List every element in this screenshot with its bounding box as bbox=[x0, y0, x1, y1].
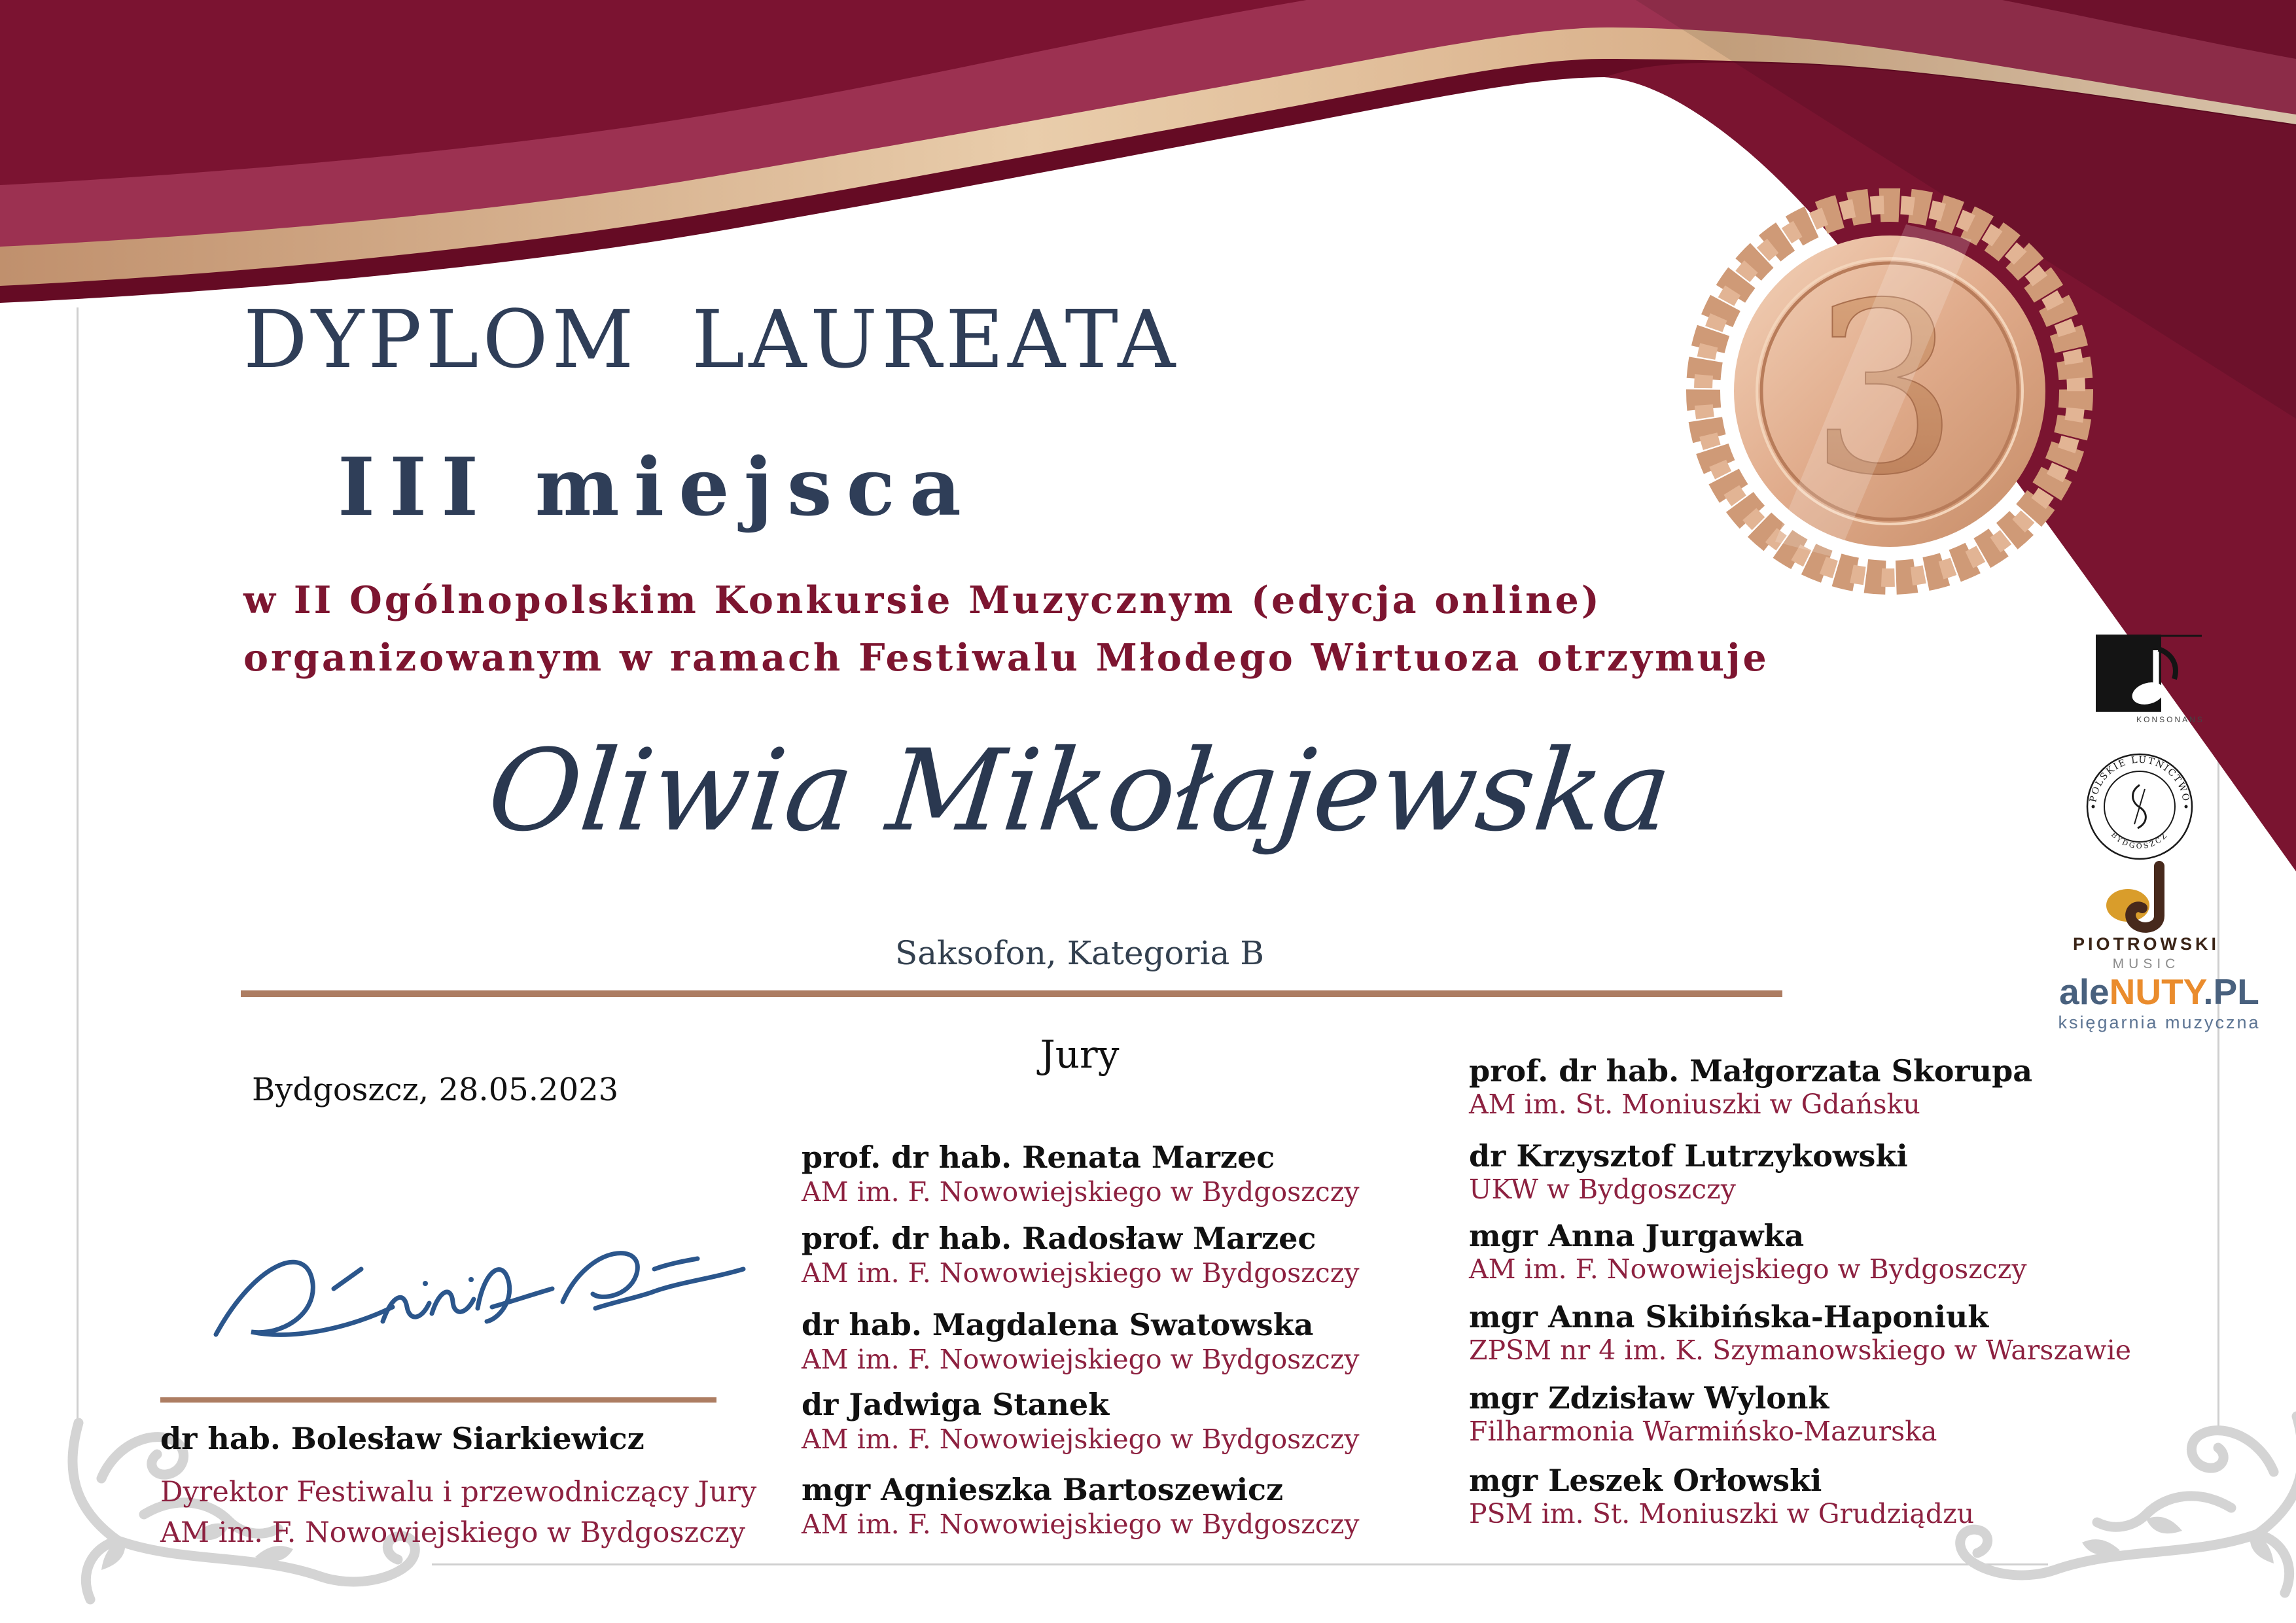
jury-right-name-1: dr Krzysztof Lutrzykowski bbox=[1469, 1138, 1908, 1174]
jury-right-name-3: mgr Anna Skibińska-Haponiuk bbox=[1469, 1299, 1989, 1335]
piotrowski-name: PIOTROWSKI bbox=[2073, 934, 2219, 954]
medal-number: 3 bbox=[1809, 253, 1960, 527]
competition-line-2: organizowanym w ramach Festiwalu Młodego Wirtuoza otrzymuje bbox=[243, 636, 1769, 680]
alenuty-part3: .PL bbox=[2203, 971, 2259, 1012]
alenuty-part2: NUTY bbox=[2109, 971, 2204, 1012]
category-label: Saksofon, Kategoria B bbox=[894, 934, 1264, 972]
jury-left-name-3: dr Jadwiga Stanek bbox=[802, 1387, 1110, 1422]
main-divider-line bbox=[241, 990, 1782, 997]
konsonans-label: KONSONANS bbox=[2136, 715, 2204, 724]
jury-left-affil-2: AM im. F. Nowowiejskiego w Bydgoszczy bbox=[802, 1344, 1360, 1375]
piotrowski-sax-icon bbox=[2094, 858, 2199, 934]
jury-left-affil-1: AM im. F. Nowowiejskiego w Bydgoszczy bbox=[802, 1257, 1360, 1289]
alenuty-part1: ale bbox=[2059, 971, 2110, 1012]
jury-left-name-4: mgr Agnieszka Bartoszewicz bbox=[802, 1472, 1284, 1507]
jury-right-affil-5: PSM im. St. Moniuszki w Grudziądzu bbox=[1469, 1498, 1975, 1529]
alenuty-subtitle: księgarnia muzyczna bbox=[2058, 1013, 2261, 1032]
jury-left-name-1: prof. dr hab. Radosław Marzec bbox=[802, 1221, 1316, 1256]
signature-handwriting bbox=[196, 1223, 772, 1380]
jury-heading: Jury bbox=[1040, 1032, 1120, 1077]
lutnictwo-seal-icon bbox=[2084, 751, 2195, 862]
lutnictwo-bottom-text: BYDGOSZCZ bbox=[2109, 830, 2170, 851]
konsonans-logo-icon bbox=[2091, 629, 2208, 731]
jury-right-affil-1: UKW w Bydgoszczy bbox=[1469, 1174, 1736, 1205]
competition-line-1: w II Ogólnopolskim Konkursie Muzycznym (edycja online) bbox=[243, 578, 1602, 622]
jury-right-affil-0: AM im. St. Moniuszki w Gdańsku bbox=[1469, 1089, 1920, 1120]
svg-text:BYDGOSZCZ bbox=[2110, 830, 2170, 850]
bronze-medal-icon bbox=[1674, 188, 2106, 620]
place-date: Bydgoszcz, 28.05.2023 bbox=[252, 1072, 619, 1108]
lutnictwo-top-text: POLSKIE LUTNICTWO bbox=[2088, 754, 2191, 803]
jury-right-affil-4: Filharmonia Warmińsko-Mazurska bbox=[1469, 1416, 1937, 1447]
flourish-bottom-right-icon bbox=[1930, 1410, 2296, 1606]
jury-right-affil-2: AM im. F. Nowowiejskiego w Bydgoszczy bbox=[1469, 1253, 2027, 1285]
certificate-place: III miejsca bbox=[338, 440, 976, 534]
certificate-title: DYPLOM LAUREATA bbox=[243, 293, 1180, 386]
recipient-name: Oliwia Mikołajewska bbox=[482, 725, 1678, 856]
piotrowski-sub: MUSIC bbox=[2112, 956, 2180, 971]
jury-left-name-2: dr hab. Magdalena Swatowska bbox=[802, 1307, 1314, 1342]
jury-left-affil-4: AM im. F. Nowowiejskiego w Bydgoszczy bbox=[802, 1509, 1360, 1540]
jury-right-name-0: prof. dr hab. Małgorzata Skorupa bbox=[1469, 1053, 2033, 1089]
bottom-border-line bbox=[432, 1563, 2048, 1565]
jury-right-affil-3: ZPSM nr 4 im. K. Szymanowskiego w Warszawie bbox=[1469, 1335, 2131, 1366]
signatory-name: dr hab. Bolesław Siarkiewicz bbox=[160, 1421, 645, 1456]
jury-right-name-4: mgr Zdzisław Wylonk bbox=[1469, 1380, 1829, 1416]
jury-left-name-0: prof. dr hab. Renata Marzec bbox=[802, 1140, 1275, 1175]
svg-text:POLSKIE LUTNICTWO bbox=[2088, 755, 2191, 803]
signature-divider-line bbox=[160, 1397, 716, 1403]
signatory-role: Dyrektor Festiwalu i przewodniczący Jury bbox=[160, 1476, 757, 1509]
signatory-affiliation: AM im. F. Nowowiejskiego w Bydgoszczy bbox=[160, 1516, 746, 1549]
jury-right-name-2: mgr Anna Jurgawka bbox=[1469, 1218, 1805, 1253]
jury-right-name-5: mgr Leszek Orłowski bbox=[1469, 1463, 1822, 1498]
jury-left-affil-0: AM im. F. Nowowiejskiego w Bydgoszczy bbox=[802, 1176, 1360, 1208]
jury-left-affil-3: AM im. F. Nowowiejskiego w Bydgoszczy bbox=[802, 1423, 1360, 1455]
alenuty-logo bbox=[2015, 971, 2296, 1013]
